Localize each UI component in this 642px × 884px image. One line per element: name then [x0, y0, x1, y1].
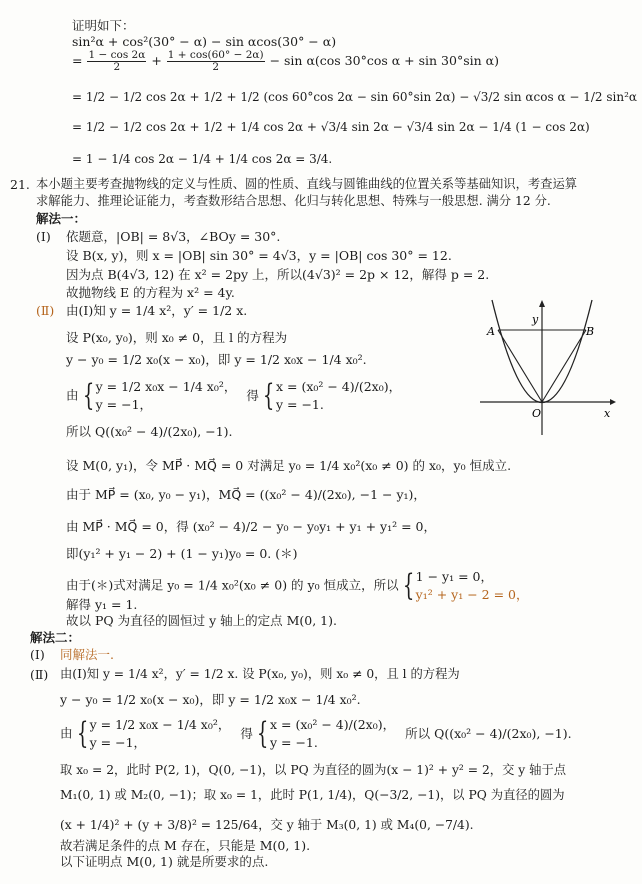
proof-line-0: sin²α + cos²(30° − α) − sin αcos(30° − α) [72, 34, 337, 49]
m1-part2-line-7: 由于 MP⃗ = (x₀, y₀ − y₁)，MQ⃗ = ((x₀² − 4)/(2x₀), −1 − y₁)， [66, 487, 426, 502]
proof-line-3: = 1/2 − 1/2 cos 2α + 1/2 + 1/4 cos 2α + √3/4 sin 2α − √3/4 sin 2α − 1/4 (1 − cos 2α) [72, 120, 590, 134]
m1-part2-line-11: 解得 y₁ = 1. [66, 597, 138, 612]
m1-part2-line-10: 由于(＊)式对满足 y₀ = 1/4 x₀²(x₀ ≠ 0) 的 y₀ 恒成立，所以 { 1 − y₁ = 0， y₁² + y₁ − 2 = 0， [66, 568, 529, 604]
brace-icon: { [82, 378, 94, 414]
proof-heading: 证明如下： [72, 18, 135, 33]
problem-intro-line-1: 本小题主要考查抛物线的定义与性质、圆的性质、直线与圆锥曲线的位置关系等基础知识，考查运算 [36, 177, 578, 191]
m2-part1-label: (Ⅰ) [30, 647, 45, 662]
fraction: $\frac{1 + \cos(60^\circ - 2\alpha)}{2}$ [167, 49, 264, 74]
label-y: y [532, 313, 539, 326]
brace-icon: { [262, 378, 275, 414]
m1-part2-line-3: y − y₀ = 1/2 x₀(x − x₀)，即 y = 1/2 x₀x − 1/4 x₀². [66, 352, 367, 367]
m2-part2-line-2: y − y₀ = 1/2 x₀(x − x₀)，即 y = 1/2 x₀x − 1/4 x₀². [60, 692, 361, 707]
m1-part1-line-4: 故抛物线 E 的方程为 x² = 4y. [66, 285, 235, 300]
m1-part2-system: 由 { y = 1/2 x₀x − 1/4 x₀²， y = −1， 得 { x = (x₀² − 4)/(2x₀)， y = −1. [66, 378, 402, 414]
label-origin: O [532, 407, 542, 420]
proof-tail: − sin α(cos 30°cos α + sin 30°sin α) [269, 53, 499, 69]
label-x: x [604, 407, 611, 420]
proof-line-1 [72, 50, 499, 73]
problem-intro-line-2: 求解能力、推理论证能力，考查数形结合思想、化归与转化思想、特殊与一般思想. 满分 12 分. [36, 194, 551, 208]
brace-icon: { [76, 716, 88, 752]
problem-number: 21. [10, 177, 30, 192]
brace-icon: { [256, 716, 269, 752]
equals: = [72, 53, 83, 69]
m2-part2-line-6: (x + 1/4)² + (y + 3/8)² = 125/64，交 y 轴于 M₃(0, 1) 或 M₄(0, −7/4). [60, 818, 474, 832]
method1-title: 解法一： [36, 211, 87, 226]
m2-part2-line-8: 以下证明点 M(0, 1) 就是所要求的点. [60, 854, 269, 869]
proof-line-4: = 1 − 1/4 cos 2α − 1/4 + 1/4 cos 2α = 3/4. [72, 152, 333, 166]
m2-part1-text: 同解法一. [60, 647, 114, 662]
m1-part2-label: (Ⅱ) [36, 303, 55, 318]
m1-part2-line-9: 即(y₁² + y₁ − 2) + (1 − y₁)y₀ = 0. (＊) [66, 546, 298, 561]
m2-part2-line-5: M₁(0, 1) 或 M₂(0, −1)；取 x₀ = 1，此时 P(1, 1/4)，Q(−3/2, −1)，以 PQ 为直径的圆为 [60, 788, 565, 802]
brace-icon: { [402, 568, 414, 604]
m2-part2-line-7: 故若满足条件的点 M 存在，只能是 M(0, 1). [60, 838, 311, 853]
m2-part2-line-4: 取 x₀ = 2，此时 P(2, 1)，Q(0, −1)，以 PQ 为直径的圆为(x − 1)² + y² = 2，交 y 轴于点 [60, 763, 567, 777]
label-b: B [586, 325, 595, 338]
m1-part1-label: (Ⅰ) [36, 229, 51, 244]
label-a: A [487, 325, 495, 338]
m1-part2-line-2: 设 P(x₀, y₀)，则 x₀ ≠ 0，且 l 的方程为 [66, 330, 288, 345]
m1-part2-line-8: 由 MP⃗ · MQ⃗ = 0，得 (x₀² − 4)/2 − y₀ − y₀y₁ + y₁ + y₁² = 0， [66, 519, 437, 534]
proof-line-2: = 1/2 − 1/2 cos 2α + 1/2 + 1/2 (cos 60°cos 2α − sin 60°sin 2α) − √3/2 sin αcos α − 1/2 sin²α [72, 90, 638, 104]
parabola-figure [470, 295, 630, 445]
m1-part1-line-3: 因为点 B(4√3, 12) 在 x² = 2py 上，所以(4√3)² = 2p × 12，解得 p = 2. [66, 267, 490, 282]
m1-part2-line-12: 故以 PQ 为直径的圆恒过 y 轴上的定点 M(0, 1). [66, 613, 337, 628]
m1-part2-line-6: 设 M(0, y₁)，令 MP⃗ · MQ⃗ = 0 对满足 y₀ = 1/4 x₀²(x₀ ≠ 0) 的 x₀，y₀ 恒成立. [66, 458, 512, 473]
m1-part2-line-1: 由(Ⅰ)知 y = 1/4 x²，y′ = 1/2 x. [66, 303, 248, 318]
fraction: $\frac{1 - \cos 2\alpha}{2}$ [88, 49, 146, 74]
m2-part2-line-1: 由(Ⅰ)知 y = 1/4 x²，y′ = 1/2 x. 设 P(x₀, y₀)，则 x₀ ≠ 0，且 l 的方程为 [60, 667, 460, 681]
m1-part1-line-2: 设 B(x, y)，则 x = |OB| sin 30° = 4√3，y = |OB| cos 30° = 12. [66, 248, 452, 263]
method2-title: 解法二： [30, 630, 81, 645]
m1-part1-line-1: 依题意，|OB| = 8√3，∠BOy = 30°. [66, 229, 281, 244]
m2-part2-system: 由 { y = 1/2 x₀x − 1/4 x₀²， y = −1， 得 { x = (x₀² − 4)/(2x₀)， y = −1. 所以 Q((x₀² − 4)/(2x₀), −1). [60, 716, 572, 752]
m2-part2-label: (Ⅱ) [30, 667, 49, 682]
plus: + [151, 53, 162, 69]
m1-part2-line-5: 所以 Q((x₀² − 4)/(2x₀), −1). [66, 424, 233, 439]
